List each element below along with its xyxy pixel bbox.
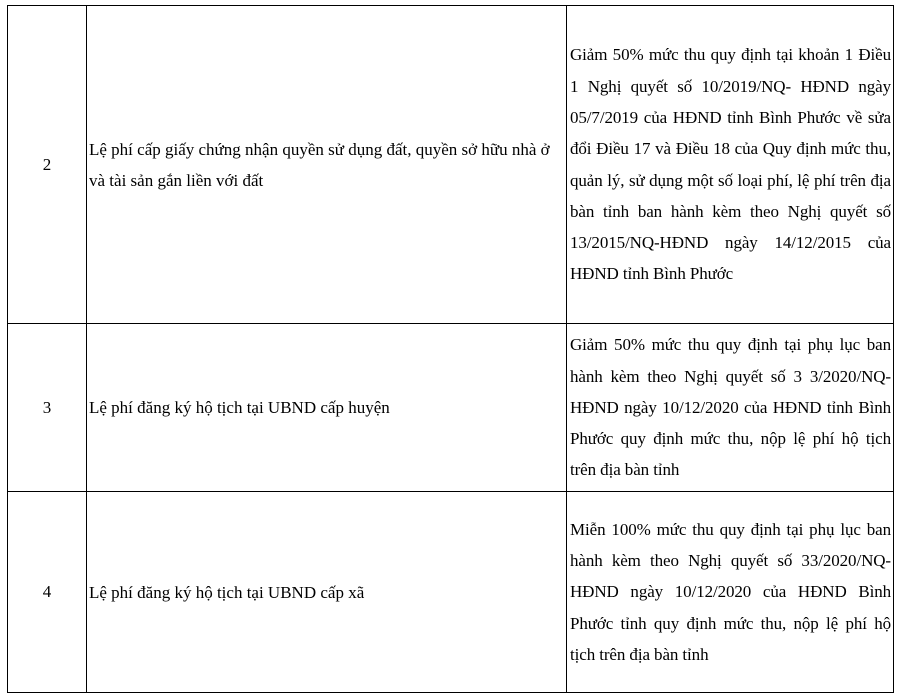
reduction-cell: Giảm 50% mức thu quy định tại phụ lục ban hành kèm theo Nghị quyết số 3 3/2020/NQ-HĐND ngày 10/12/2020 của HĐND tỉnh Bình Phước quy định mức thu, nộp lệ phí hộ tịch trên địa bàn tỉnh xyxy=(567,324,894,492)
fee-name-cell: Lệ phí đăng ký hộ tịch tại UBND cấp xã xyxy=(87,492,567,693)
fee-reduction-table xyxy=(7,5,894,693)
row-number: 4 xyxy=(8,492,87,693)
table-row xyxy=(8,6,894,324)
reduction-cell: Miễn 100% mức thu quy định tại phụ lục ban hành kèm theo Nghị quyết số 33/2020/NQ-HĐND ngày 10/12/2020 của HĐND Bình Phước tỉnh quy định mức thu, nộp lệ phí hộ tịch trên địa bàn tỉnh xyxy=(567,492,894,693)
fee-name-cell: Lệ phí cấp giấy chứng nhận quyền sử dụng đất, quyền sở hữu nhà ở và tài sản gắn liền với đất xyxy=(87,6,567,324)
row-number: 3 xyxy=(8,324,87,492)
row-number: 2 xyxy=(8,6,87,324)
reduction-cell: Giảm 50% mức thu quy định tại khoản 1 Điều 1 Nghị quyết số 10/2019/NQ- HĐND ngày 05/7/2019 của HĐND tỉnh Bình Phước về sửa đổi Điều 17 và Điều 18 của Quy định mức thu, quản lý, sử dụng một số loại phí, lệ phí trên địa bàn tỉnh ban hành kèm theo Nghị quyết số 13/2015/NQ-HĐND ngày 14/12/2015 của HĐND tỉnh Bình Phước xyxy=(567,6,894,324)
fee-name-cell: Lệ phí đăng ký hộ tịch tại UBND cấp huyện xyxy=(87,324,567,492)
table-row xyxy=(8,492,894,693)
table-row xyxy=(8,324,894,492)
